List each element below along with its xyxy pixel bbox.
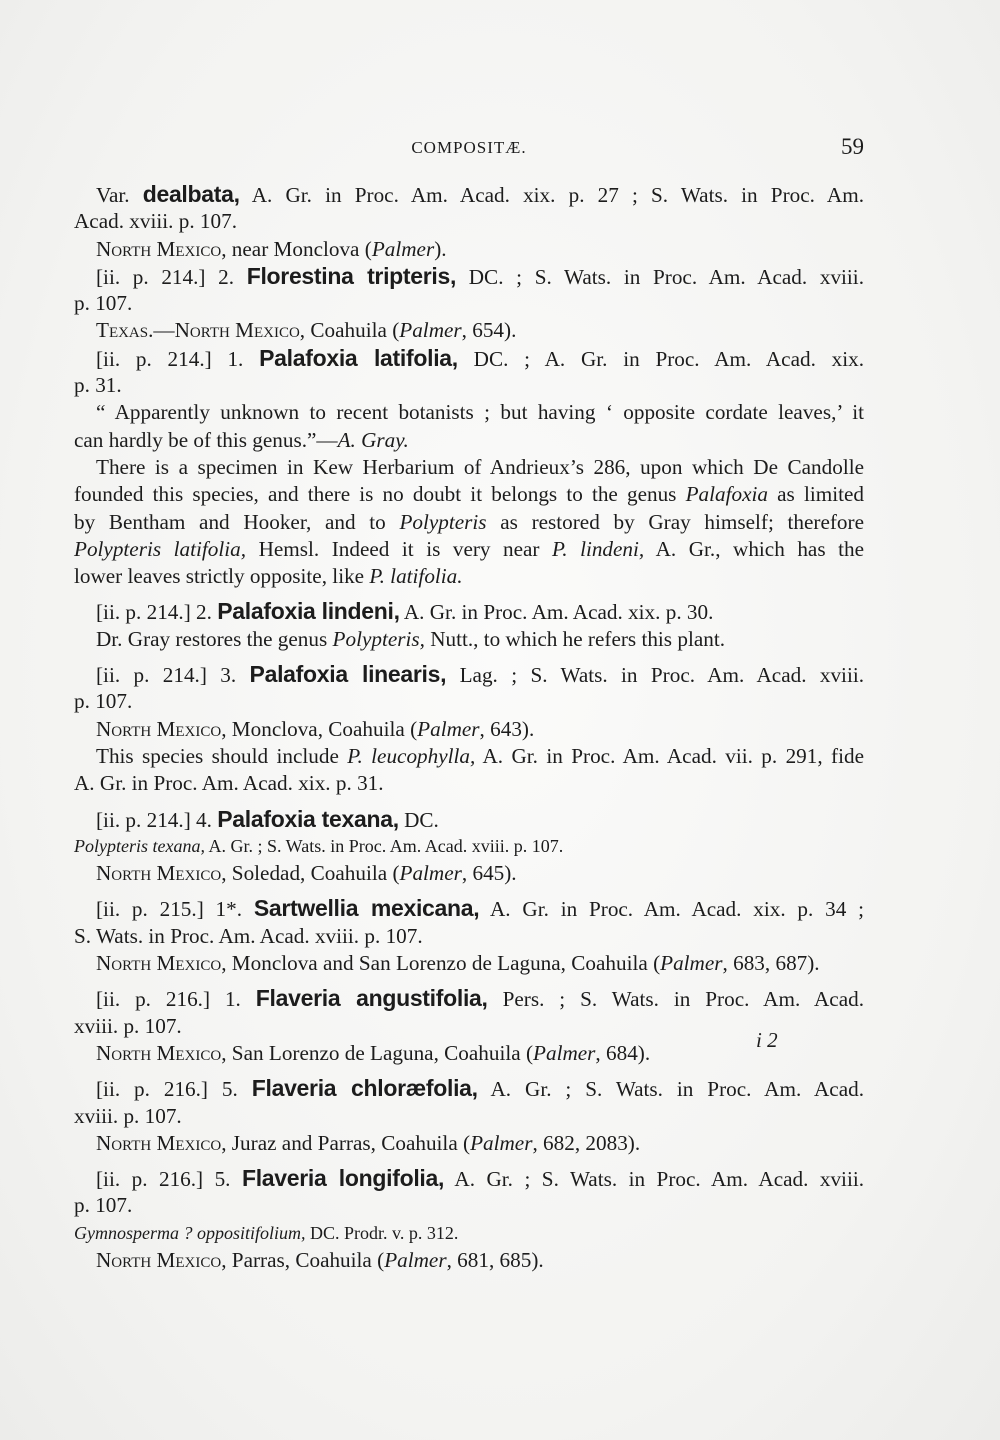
entry-sartwellia-mexicana: [74, 895, 864, 977]
citation-continued: p. 107.: [74, 291, 133, 316]
entry-line: [74, 345, 864, 372]
locality: [74, 236, 864, 263]
note-text: Dr. Gray restores the genus: [96, 626, 333, 651]
entry-line: [74, 806, 864, 833]
spacer: [74, 977, 864, 985]
entry-line: [74, 1075, 864, 1102]
volume-reference: [ii. p. 214.] 1.: [96, 346, 260, 371]
synonym-name: Polypteris texana,: [74, 835, 205, 856]
species-name: P. lindeni,: [552, 536, 645, 561]
dash: —: [153, 318, 175, 343]
collector: Palmer: [470, 1130, 533, 1155]
citation: Lag. ; S. Wats. in Proc. Am. Acad. xviii.: [446, 663, 865, 688]
quotation-line: “ Apparently unknown to recent botanists ; but having ‘ opposite cordate leaves,’ it: [96, 400, 864, 425]
synonym: [74, 1220, 864, 1247]
note-line: [74, 626, 864, 653]
citation: A. Gr. in Proc. Am. Acad. xix. p. 30.: [399, 600, 714, 625]
signature-mark: i 2: [756, 1028, 778, 1052]
locality-text: Monclova, Coahuila (: [226, 716, 418, 741]
running-head: COMPOSITÆ.: [411, 138, 527, 157]
citation-continued: S. Wats. in Proc. Am. Acad. xviii. p. 107.: [74, 923, 423, 948]
entry-line: [74, 1165, 864, 1192]
volume-reference: [ii. p. 215.] 1*.: [96, 897, 254, 922]
citation-continued: xviii. p. 107.: [74, 1013, 182, 1038]
spacer: [74, 1067, 864, 1075]
locality-text: Juraz and Parras, Coahuila (: [226, 1130, 471, 1155]
taxon-name: Palafoxia linearis,: [249, 661, 447, 688]
collector: Palmer: [417, 716, 480, 741]
citation: A. Gr. in Proc. Am. Acad. xix. p. 27 ; S. Wats. in Proc. Am.: [239, 183, 865, 207]
region-name: North Mexico,: [96, 861, 227, 886]
citation-continued: p. 31.: [74, 373, 122, 398]
locality-text: Soledad, Coahuila (: [226, 861, 400, 886]
taxon-name: Palafoxia texana,: [217, 805, 399, 832]
locality-text: , 681, 685).: [446, 1247, 544, 1272]
locality: [74, 950, 864, 977]
note-text: by Bentham and Hooker, and to: [74, 509, 400, 534]
entry-line: [74, 263, 864, 290]
collector: Palmer: [384, 1247, 447, 1272]
spacer: [74, 1157, 864, 1165]
region-name: Texas.: [96, 318, 154, 343]
volume-reference: [ii. p. 214.] 4.: [96, 807, 218, 832]
locality-text: , 654).: [461, 318, 517, 343]
citation: Pers. ; S. Wats. in Proc. Am. Acad.: [487, 987, 865, 1012]
note-line: [74, 743, 864, 770]
species-name: P. latifolia.: [369, 564, 463, 589]
entry-palafoxia-lindeni: [74, 598, 864, 653]
taxon-name: Flaveria angustifolia,: [255, 985, 488, 1012]
locality: [74, 317, 864, 344]
locality-text: ).: [434, 236, 447, 261]
entry-line: [74, 181, 864, 208]
volume-reference: [ii. p. 214.] 2.: [96, 600, 218, 625]
entry-flaveria-angustifolia: [74, 985, 864, 1067]
species-name: Polypteris latifolia,: [74, 536, 247, 561]
note-line: [74, 563, 864, 590]
collector: Palmer: [399, 861, 462, 886]
entry-palafoxia-texana: [74, 806, 864, 888]
locality-text: Monclova and San Lorenzo de Laguna, Coahuila (: [226, 951, 661, 976]
region-name: North Mexico,: [96, 716, 227, 741]
note-text: founded this species, and there is no doubt it belongs to the genus: [74, 482, 686, 507]
quotation-author: A. Gray.: [337, 427, 409, 452]
note-line: There is a specimen in Kew Herbarium of Andrieux’s 286, upon which De Candolle: [96, 454, 864, 479]
genus-name: Polypteris,: [332, 626, 425, 651]
note-line: A. Gr. in Proc. Am. Acad. xix. p. 31.: [74, 771, 384, 796]
quotation-line: [74, 427, 864, 454]
species-name: P. leucophylla,: [347, 743, 476, 768]
note-line: [74, 536, 864, 563]
collector: Palmer: [371, 236, 435, 261]
page-number: 59: [841, 134, 864, 159]
spacer: [74, 590, 864, 598]
entry-flaveria-longifolia: [74, 1165, 864, 1274]
note-text: as limited: [767, 482, 864, 507]
region-name: North Mexico,: [96, 1040, 227, 1065]
locality: [74, 1130, 864, 1157]
collector: Palmer: [533, 1040, 596, 1065]
entry-florestina-tripteris: [74, 263, 864, 345]
collector: Palmer: [660, 951, 723, 976]
note-text: A. Gr., which has the: [644, 536, 864, 561]
synonym-name: Gymnosperma ? oppositifolium,: [74, 1222, 306, 1243]
locality-text: , 645).: [461, 861, 517, 886]
locality: [74, 1247, 864, 1274]
volume-reference: [ii. p. 214.] 3.: [96, 663, 250, 688]
entry-line: [74, 985, 864, 1012]
locality: [74, 716, 864, 743]
taxon-name: dealbata,: [142, 181, 240, 207]
taxon-name: Palafoxia latifolia,: [259, 344, 458, 371]
note-line: [74, 509, 864, 536]
spacer: [74, 798, 864, 806]
region-name: North Mexico,: [96, 1247, 227, 1272]
spacer: [74, 653, 864, 661]
taxon-name: Flaveria chloræfolia,: [251, 1075, 478, 1102]
note-text: Nutt., to which he refers this plant.: [424, 626, 726, 651]
locality-text: , 684).: [595, 1040, 651, 1065]
citation: A. Gr. ; S. Wats. in Proc. Am. Acad. xviii.: [444, 1167, 865, 1192]
taxon-name: Sartwellia mexicana,: [253, 895, 480, 922]
locality-text: near Monclova (: [226, 236, 372, 261]
citation-continued: p. 107.: [74, 689, 133, 714]
citation-continued: xviii. p. 107.: [74, 1103, 182, 1128]
region-name: North Mexico,: [96, 1130, 227, 1155]
taxon-name: Palafoxia lindeni,: [217, 598, 400, 625]
entry-dealbata: [74, 181, 864, 263]
synonym: [74, 833, 864, 860]
entry-palafoxia-latifolia: [74, 345, 864, 591]
genus-name: Polypteris: [399, 509, 487, 534]
volume-reference: [ii. p. 216.] 1.: [96, 987, 256, 1012]
citation: A. Gr. ; S. Wats. in Proc. Am. Acad.: [477, 1077, 865, 1102]
citation-continued: p. 107.: [74, 1193, 133, 1218]
locality-text: , 643).: [479, 716, 535, 741]
citation-continued: Acad. xviii. p. 107.: [74, 209, 238, 234]
spacer: [74, 887, 864, 895]
volume-reference: [ii. p. 214.] 2.: [96, 264, 247, 289]
region-name: North Mexico,: [96, 951, 227, 976]
volume-reference: [ii. p. 216.] 5.: [96, 1077, 252, 1102]
taxon-name: Florestina tripteris,: [246, 262, 457, 289]
citation: DC. ; A. Gr. in Proc. Am. Acad. xix.: [457, 346, 864, 371]
locality: [74, 1040, 864, 1067]
entry-line: [74, 895, 864, 922]
citation: A. Gr. in Proc. Am. Acad. xix. p. 34 ;: [479, 897, 864, 922]
locality-text: Parras, Coahuila (: [226, 1247, 385, 1272]
note-text: Hemsl. Indeed it is very near: [246, 536, 553, 561]
locality-text: San Lorenzo de Laguna, Coahuila (: [226, 1040, 534, 1065]
citation: DC. ; S. Wats. in Proc. Am. Acad. xviii.: [456, 264, 864, 289]
volume-reference: [ii. p. 216.] 5.: [96, 1167, 242, 1192]
citation: DC.: [398, 807, 439, 832]
collector: Palmer: [399, 318, 462, 343]
note-text: as restored by Gray himself; therefore: [486, 509, 864, 534]
note-text: lower leaves strictly opposite, like: [74, 564, 370, 589]
quotation-text: can hardly be of this genus.”—: [74, 427, 338, 452]
synonym-citation: A. Gr. ; S. Wats. in Proc. Am. Acad. xviii. p. 107.: [204, 835, 564, 856]
synonym-citation: DC. Prodr. v. p. 312.: [305, 1222, 459, 1243]
entry-palafoxia-linearis: [74, 661, 864, 797]
locality-text: Coahuila (: [305, 318, 400, 343]
region-name: North Mexico,: [96, 236, 227, 261]
taxon-name: Flaveria longifolia,: [241, 1165, 445, 1192]
note-text: This species should include: [96, 743, 348, 768]
entry-line: [74, 598, 864, 625]
entry-flaveria-chloraefolia: [74, 1075, 864, 1157]
locality-text: , 682, 2083).: [532, 1130, 641, 1155]
page-header: [74, 134, 864, 164]
entry-text: Var.: [96, 183, 143, 207]
locality-text: , 683, 687).: [722, 951, 820, 976]
note-line: [74, 481, 864, 508]
note-text: A. Gr. in Proc. Am. Acad. vii. p. 291, fide: [475, 743, 864, 768]
entry-line: [74, 661, 864, 688]
region-name: North Mexico,: [174, 318, 306, 343]
genus-name: Palafoxia: [685, 482, 768, 507]
page-body: [74, 181, 864, 1274]
locality: [74, 860, 864, 887]
